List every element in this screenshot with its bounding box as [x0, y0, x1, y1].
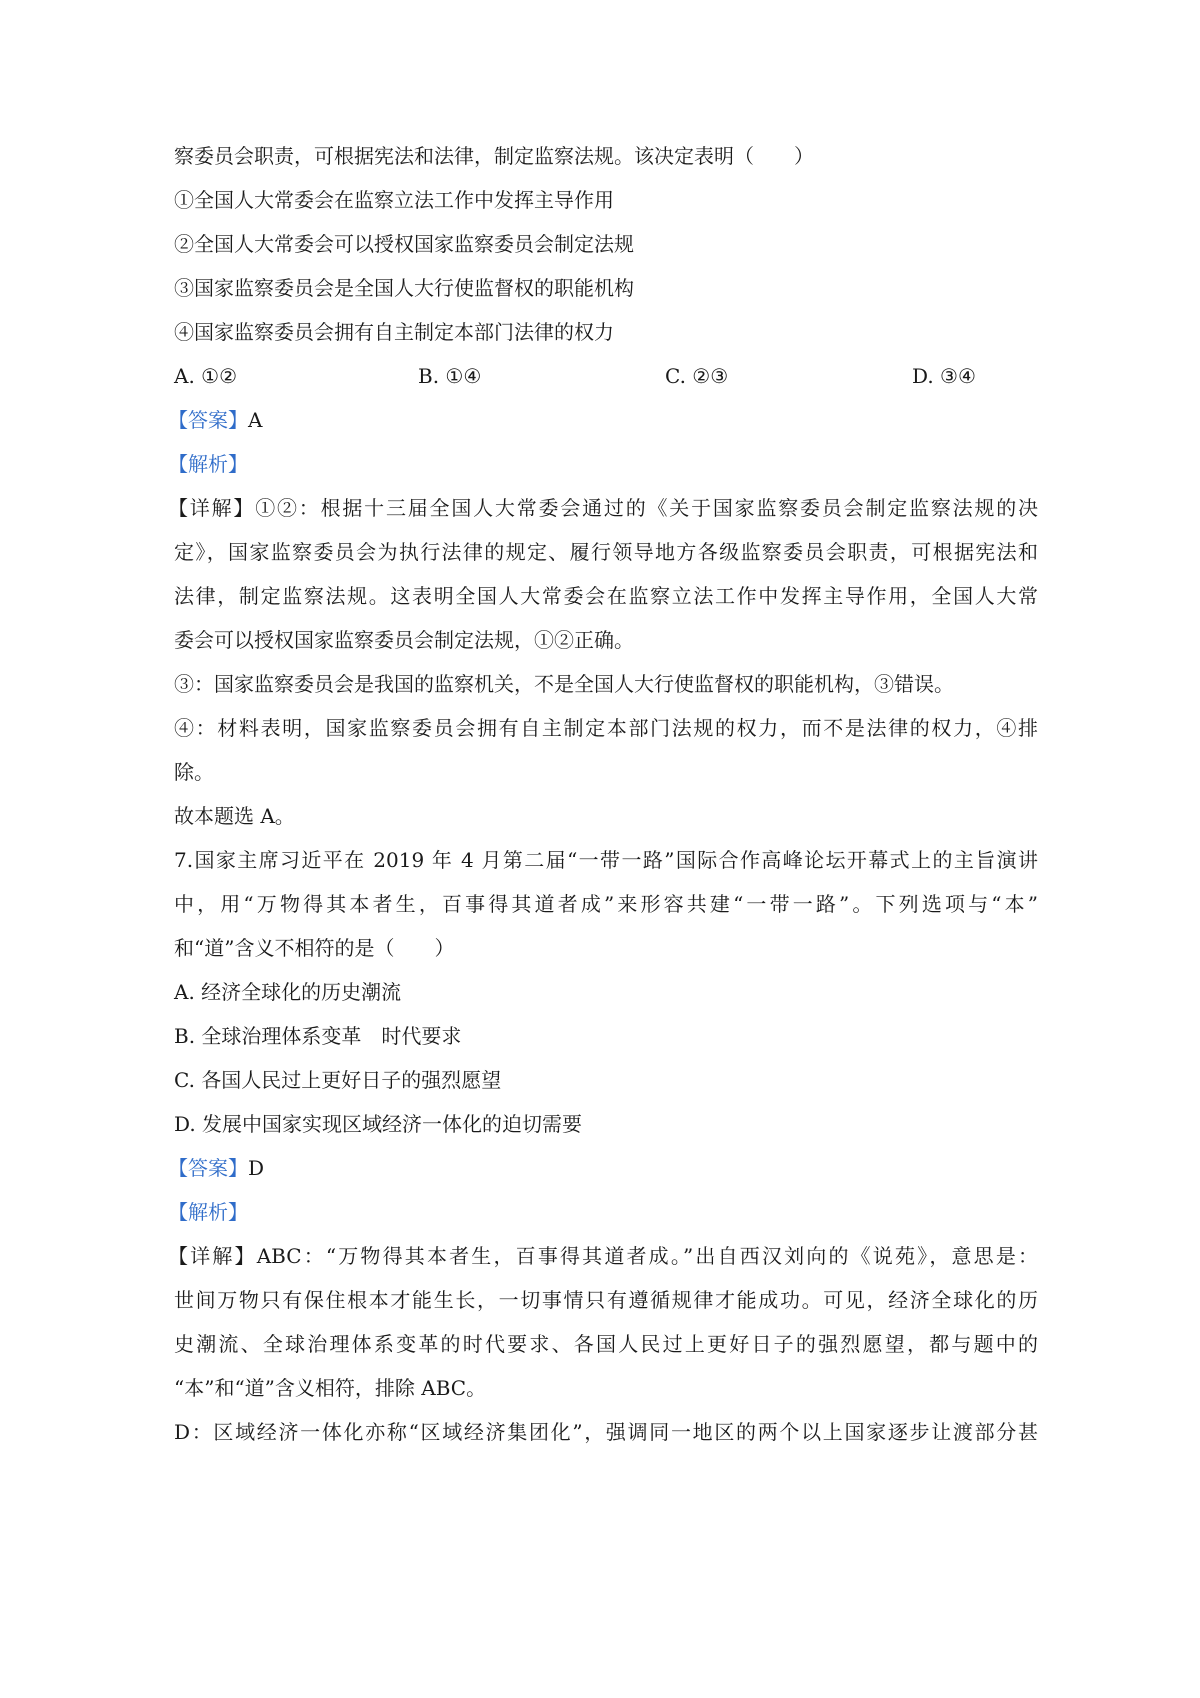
q6-option-b: B. ①④: [418, 364, 482, 388]
q7-detail-line-1: [168, 1242, 1038, 1270]
statement-2: ②全国人大常委会可以授权国家监察委员会制定法规: [174, 232, 634, 256]
q6-detail-line-7: 除。: [174, 760, 214, 784]
answer-tag: 【答案】: [168, 1156, 248, 1180]
analysis-tag: 【解析】: [168, 452, 248, 476]
q6-option-d: D. ③④: [912, 364, 976, 388]
statement-4: ④国家监察委员会拥有自主制定本部门法律的权力: [174, 320, 614, 344]
q6-analysis-line: [168, 450, 248, 478]
q7-detail-line-5: D：区域经济一体化亦称“区域经济集团化”，强调同一地区的两个以上国家逐步让渡部分甚: [174, 1420, 1038, 1444]
q6-answer-line: [168, 406, 262, 434]
q6-detail-line-4: 委会可以授权国家监察委员会制定法规，①②正确。: [174, 628, 634, 652]
q7-option-c: C. 各国人民过上更好日子的强烈愿望: [174, 1068, 502, 1092]
q7-option-a: A. 经济全球化的历史潮流: [174, 980, 402, 1004]
q7-option-d: D. 发展中国家实现区域经济一体化的迫切需要: [174, 1112, 583, 1136]
answer-value: A: [248, 408, 263, 432]
q7-answer-line: [168, 1154, 264, 1182]
q6-option-c: C. ②③: [665, 364, 729, 388]
q7-detail-line-2: 世间万物只有保住根本才能生长，一切事情只有遵循规律才能成功。可见，经济全球化的历: [174, 1288, 1038, 1312]
answer-value: D: [248, 1156, 265, 1180]
question-6-stem: 察委员会职责，可根据宪法和法律，制定监察法规。该决定表明（ ）: [174, 144, 814, 168]
question-7-stem-line-2: 中，用“万物得其本者生，百事得其道者成”来形容共建“一带一路”。下列选项与“本”: [174, 892, 1038, 916]
detail-tag: 【详解】: [168, 496, 256, 520]
q6-detail-line-6: ④：材料表明，国家监察委员会拥有自主制定本部门法规的权力，而不是法律的权力，④排: [174, 716, 1038, 740]
q6-conclusion: 故本题选 A。: [174, 804, 295, 828]
q6-detail-line-3: 法律，制定监察法规。这表明全国人大常委会在监察立法工作中发挥主导作用，全国人大常: [174, 584, 1038, 608]
detail-text: ①②：根据十三届全国人大常委会通过的《关于国家监察委员会制定监察法规的决: [255, 496, 1039, 520]
statement-1: ①全国人大常委会在监察立法工作中发挥主导作用: [174, 188, 614, 212]
q6-option-a: A. ①②: [174, 364, 238, 388]
analysis-tag: 【解析】: [168, 1200, 248, 1224]
q6-detail-line-1: [168, 494, 1038, 522]
question-7-stem-line-3: 和“道”含义不相符的是（ ）: [174, 936, 455, 960]
q7-detail-line-3: 史潮流、全球治理体系变革的时代要求、各国人民过上更好日子的强烈愿望，都与题中的: [174, 1332, 1038, 1356]
detail-text: ABC：“万物得其本者生，百事得其道者成。”出自西汉刘向的《说苑》，意思是：: [256, 1244, 1039, 1268]
question-7-stem-line-1: 7.国家主席习近平在 2019 年 4 月第二届“一带一路”国际合作高峰论坛开幕式上的主旨演讲: [174, 848, 1038, 872]
q7-detail-line-4: “本”和“道”含义相符，排除 ABC。: [174, 1376, 487, 1400]
detail-tag: 【详解】: [168, 1244, 257, 1268]
answer-tag: 【答案】: [168, 408, 248, 432]
q6-detail-line-2: 定》，国家监察委员会为执行法律的规定、履行领导地方各级监察委员会职责，可根据宪法和: [174, 540, 1038, 564]
q7-option-b: B. 全球治理体系变革 时代要求: [174, 1024, 462, 1048]
statement-3: ③国家监察委员会是全国人大行使监督权的职能机构: [174, 276, 634, 300]
q7-analysis-line: [168, 1198, 248, 1226]
q6-detail-line-5: ③：国家监察委员会是我国的监察机关，不是全国人大行使监督权的职能机构，③错误。: [174, 672, 954, 696]
